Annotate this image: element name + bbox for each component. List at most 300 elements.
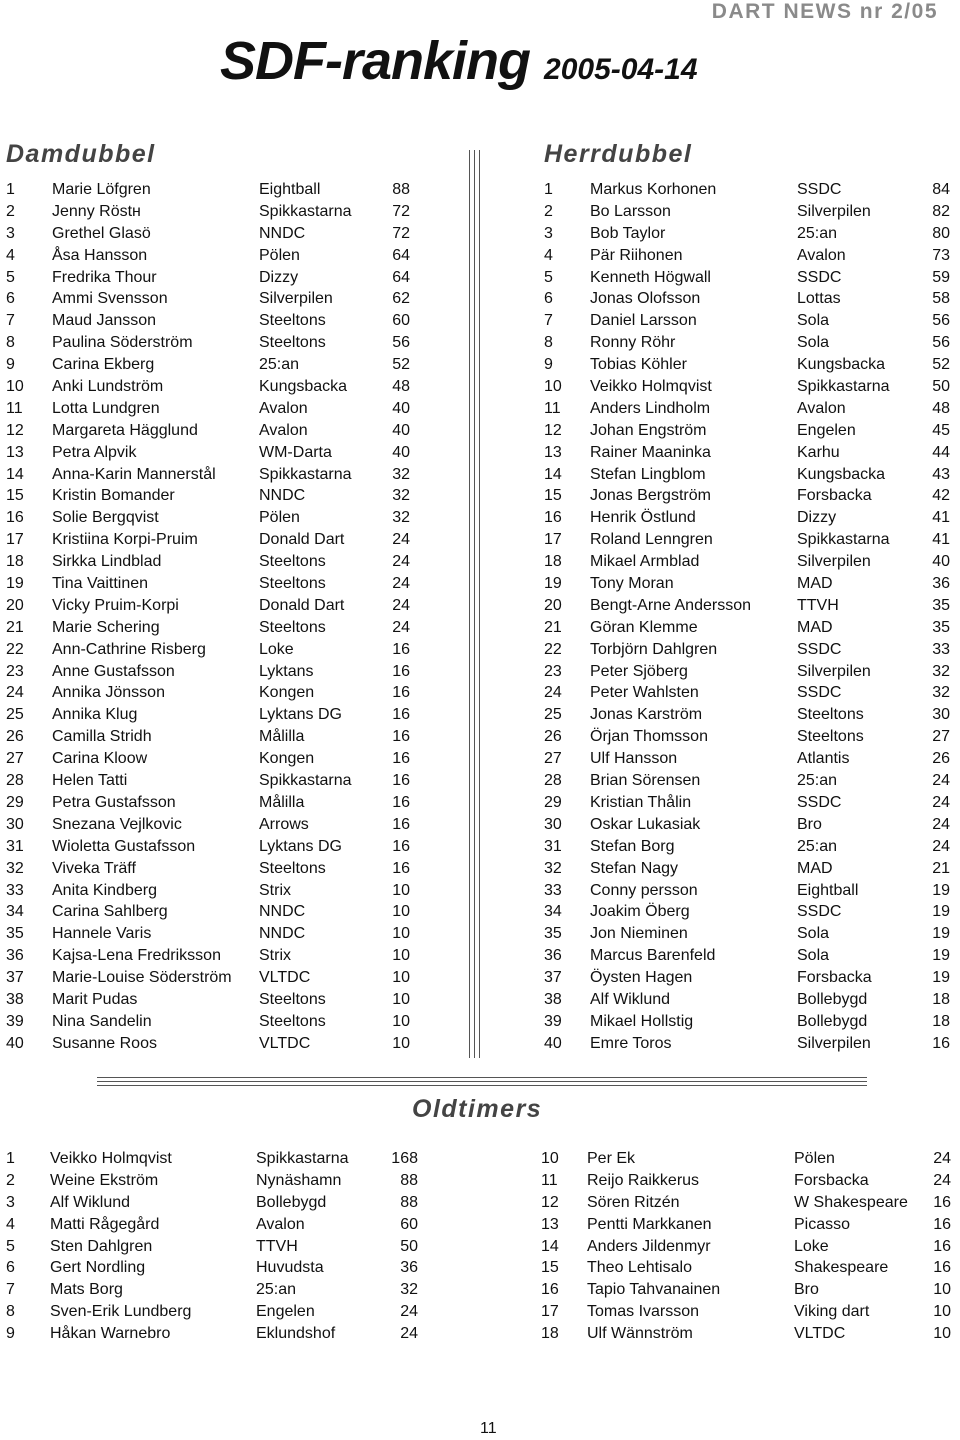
ranking-row (6, 858, 414, 880)
points-value: 64 (392, 246, 410, 264)
points-value: 26 (932, 750, 950, 768)
club-name: MAD (797, 618, 833, 636)
player-name: Marcus Barenfeld (590, 947, 716, 965)
points-value: 60 (400, 1215, 418, 1233)
rank-cell: 2 (544, 202, 553, 220)
rank-cell: 9 (544, 356, 553, 374)
ranking-row (6, 704, 414, 726)
player-name: Tina Vaittinen (52, 575, 149, 593)
club-name: Karhu (797, 443, 840, 461)
ranking-row (6, 989, 414, 1011)
club-name: 25:an (797, 224, 838, 242)
rank-cell: 36 (544, 947, 562, 965)
ranking-row (544, 1011, 952, 1033)
rank-cell: 29 (544, 793, 562, 811)
player-name: Jonas Olofsson (590, 290, 701, 308)
ranking-row (541, 1257, 953, 1279)
player-name: Camilla Stridh (52, 728, 152, 746)
club-name: Viking dart (794, 1303, 870, 1321)
club-name: NNDC (259, 903, 306, 921)
club-name: Atlantis (797, 750, 850, 768)
ranking-row (544, 442, 952, 464)
club-name: Silverpilen (259, 290, 333, 308)
rank-cell: 1 (6, 181, 15, 198)
club-name: SSDC (797, 268, 842, 286)
points-value: 45 (932, 421, 950, 439)
player-name: Marie Löfgren (52, 181, 151, 198)
player-name: Pentti Markkanen (587, 1215, 712, 1233)
player-name: Conny persson (590, 881, 698, 899)
ranking-row (544, 836, 952, 858)
ranking-row (544, 901, 952, 923)
rank-cell: 9 (6, 356, 15, 374)
club-name: Sola (797, 925, 830, 943)
rank-cell: 14 (6, 465, 24, 483)
club-name: Spikkastarna (259, 772, 352, 790)
rank-cell: 9 (6, 1325, 15, 1343)
club-name: WM-Darta (259, 443, 332, 461)
player-name: Joakim Öberg (590, 903, 690, 921)
ranking-row (544, 770, 952, 792)
points-value: 16 (932, 1034, 950, 1052)
club-name: Bro (797, 815, 822, 833)
ranking-row (544, 179, 952, 201)
rank-cell: 13 (6, 443, 24, 461)
rank-cell: 32 (6, 859, 24, 877)
rank-cell: 28 (544, 772, 562, 790)
points-value: 60 (392, 312, 410, 330)
player-name: Mikael Armblad (590, 553, 700, 571)
club-name: Avalon (259, 421, 308, 439)
ranking-row (544, 682, 952, 704)
player-name: Henrik Östlund (590, 509, 696, 527)
ranking-row (544, 923, 952, 945)
player-name: Stefan Lingblom (590, 465, 706, 483)
rank-cell: 28 (6, 772, 24, 790)
club-name: Bollebygd (797, 990, 868, 1008)
rank-cell: 17 (544, 531, 562, 549)
player-name: Carina Sahlberg (52, 903, 168, 921)
rank-cell: 15 (541, 1259, 559, 1277)
rank-cell: 2 (6, 1171, 15, 1189)
ranking-row (6, 354, 414, 376)
points-value: 16 (392, 793, 410, 811)
rank-cell: 6 (6, 290, 15, 308)
points-value: 88 (400, 1193, 418, 1211)
player-name: Kristian Thålin (590, 793, 692, 811)
points-value: 56 (392, 334, 410, 352)
points-value: 30 (932, 706, 950, 724)
column-divider (474, 150, 475, 1058)
club-name: Eightball (259, 181, 321, 198)
rank-cell: 23 (6, 662, 24, 680)
player-name: Anne Gustafsson (52, 662, 175, 680)
player-name: Anna-Karin Mannerstål (52, 465, 216, 483)
ranking-row (544, 989, 952, 1011)
points-value: 40 (392, 443, 410, 461)
player-name: Fredrika Thour (52, 268, 157, 286)
club-name: Steeltons (259, 859, 326, 877)
rank-cell: 40 (6, 1034, 24, 1052)
section-divider (97, 1081, 867, 1082)
rank-cell: 40 (544, 1034, 562, 1052)
player-name: Anita Kindberg (52, 881, 157, 899)
points-value: 24 (932, 815, 950, 833)
points-value: 43 (932, 465, 950, 483)
points-value: 16 (392, 728, 410, 746)
ranking-row (544, 1033, 952, 1055)
ranking-row (6, 945, 414, 967)
points-value: 10 (392, 925, 410, 943)
rank-cell: 17 (6, 531, 24, 549)
points-value: 19 (932, 925, 950, 943)
section-divider (97, 1077, 867, 1078)
ranking-row (6, 485, 414, 507)
rank-cell: 27 (544, 750, 562, 768)
club-name: Steeltons (797, 728, 864, 746)
points-value: 16 (392, 772, 410, 790)
player-name: Håkan Warnebro (50, 1325, 171, 1343)
player-name: Mats Borg (50, 1281, 123, 1299)
points-value: 21 (932, 859, 950, 877)
points-value: 41 (932, 509, 950, 527)
points-value: 42 (932, 487, 950, 505)
rank-cell: 10 (541, 1150, 559, 1167)
rank-cell: 39 (544, 1012, 562, 1030)
rank-cell: 21 (544, 618, 562, 636)
points-value: 10 (933, 1325, 951, 1343)
club-name: Eklundshof (256, 1325, 336, 1343)
club-name: Loke (794, 1237, 829, 1255)
ranking-row (6, 332, 414, 354)
club-name: Eightball (797, 881, 859, 899)
player-name: Viveka Träff (52, 859, 136, 877)
rank-cell: 31 (6, 837, 24, 855)
rank-cell: 26 (6, 728, 24, 746)
rank-cell: 1 (6, 1150, 15, 1167)
ranking-row (6, 814, 414, 836)
player-name: Anders Lindholm (590, 399, 711, 417)
ranking-row (6, 179, 414, 201)
player-name: Stefan Nagy (590, 859, 679, 877)
club-name: Silverpilen (797, 202, 871, 220)
club-name: Målilla (259, 793, 305, 811)
club-name: Forsbacka (797, 969, 872, 987)
section-divider (97, 1085, 867, 1086)
rank-cell: 25 (6, 706, 24, 724)
ranking-row (6, 310, 414, 332)
rank-cell: 30 (544, 815, 562, 833)
ranking-row (544, 485, 952, 507)
player-name: Pär Riihonen (590, 246, 683, 264)
newsletter-header: DART NEWS nr 2/05 (711, 0, 938, 23)
rank-cell: 37 (544, 969, 562, 987)
points-value: 16 (392, 859, 410, 877)
player-name: Markus Korhonen (590, 181, 717, 198)
rank-cell: 35 (544, 925, 562, 943)
club-name: VLTDC (259, 1034, 311, 1052)
points-value: 24 (392, 531, 410, 549)
player-name: Jonas Bergström (590, 487, 711, 505)
points-value: 48 (932, 399, 950, 417)
points-value: 24 (933, 1150, 951, 1167)
club-name: TTVH (256, 1237, 298, 1255)
ranking-row (6, 836, 414, 858)
rank-cell: 22 (544, 640, 562, 658)
club-name: Steeltons (259, 618, 326, 636)
points-value: 50 (932, 378, 950, 396)
points-value: 16 (933, 1237, 951, 1255)
player-name: Marit Pudas (52, 990, 138, 1008)
points-value: 24 (392, 618, 410, 636)
club-name: Spikkastarna (256, 1150, 349, 1167)
player-name: Marie-Louise Söderström (52, 969, 232, 987)
ranking-date: 2005-04-14 (544, 53, 698, 86)
points-value: 88 (392, 181, 410, 198)
ranking-row (6, 267, 414, 289)
points-value: 24 (400, 1303, 418, 1321)
player-name: Petra Alpvik (52, 443, 137, 461)
club-name: SSDC (797, 640, 842, 658)
points-value: 19 (932, 903, 950, 921)
rank-cell: 10 (6, 378, 24, 396)
rank-cell: 7 (544, 312, 553, 330)
player-name: Örjan Thomsson (590, 728, 708, 746)
points-value: 16 (392, 684, 410, 702)
rank-cell: 33 (6, 881, 24, 899)
ranking-row (544, 880, 952, 902)
ranking-row (541, 1148, 953, 1170)
points-value: 10 (392, 947, 410, 965)
club-name: Strix (259, 881, 291, 899)
club-name: Spikkastarna (797, 531, 890, 549)
points-value: 24 (932, 837, 950, 855)
club-name: Loke (259, 640, 294, 658)
points-value: 10 (933, 1303, 951, 1321)
club-name: W Shakespeare (794, 1193, 908, 1211)
player-name: Stefan Borg (590, 837, 675, 855)
points-value: 58 (932, 290, 950, 308)
points-value: 84 (932, 181, 950, 198)
points-value: 32 (932, 662, 950, 680)
club-name: Pölen (259, 509, 300, 527)
player-name: Johan Engström (590, 421, 707, 439)
rank-cell: 2 (6, 202, 15, 220)
player-name: Wioletta Gustafsson (52, 837, 196, 855)
ranking-row (544, 507, 952, 529)
club-name: Avalon (259, 399, 308, 417)
ranking-row (6, 529, 414, 551)
rank-cell: 5 (6, 268, 15, 286)
ranking-row (6, 551, 414, 573)
rank-cell: 8 (6, 1303, 15, 1321)
points-value: 33 (932, 640, 950, 658)
ranking-row (6, 1279, 420, 1301)
rank-cell: 15 (544, 487, 562, 505)
ranking-row (6, 770, 414, 792)
ranking-row (544, 464, 952, 486)
rank-cell: 7 (6, 312, 15, 330)
club-name: Sola (797, 947, 830, 965)
ranking-row (541, 1301, 953, 1323)
rank-cell: 31 (544, 837, 562, 855)
player-name: Matti Rågegård (50, 1215, 160, 1233)
points-value: 48 (392, 378, 410, 396)
club-name: Steeltons (797, 706, 864, 724)
player-name: Kristin Bomander (52, 487, 175, 505)
rank-cell: 30 (6, 815, 24, 833)
points-value: 40 (392, 399, 410, 417)
club-name: Dizzy (797, 509, 837, 527)
rank-cell: 33 (544, 881, 562, 899)
page-number: 11 (480, 1420, 497, 1437)
player-name: Oskar Lukasiak (590, 815, 701, 833)
rank-cell: 34 (544, 903, 562, 921)
herrdubbel-title: Herrdubbel (544, 140, 693, 168)
points-value: 40 (392, 421, 410, 439)
club-name: Engelen (797, 421, 856, 439)
rank-cell: 19 (544, 575, 562, 593)
club-name: Bro (794, 1281, 819, 1299)
player-name: Anki Lundström (52, 378, 164, 396)
player-name: Ammi Svensson (52, 290, 168, 308)
points-value: 41 (932, 531, 950, 549)
rank-cell: 4 (6, 246, 15, 264)
player-name: Nina Sandelin (52, 1012, 152, 1030)
club-name: Forsbacka (797, 487, 872, 505)
points-value: 19 (932, 947, 950, 965)
player-name: Tapio Tahvanainen (587, 1281, 721, 1299)
points-value: 24 (392, 575, 410, 593)
rank-cell: 5 (6, 1237, 15, 1255)
ranking-row (544, 223, 952, 245)
ranking-row (6, 682, 414, 704)
ranking-row (544, 573, 952, 595)
rank-cell: 32 (544, 859, 562, 877)
rank-cell: 20 (6, 596, 24, 614)
rank-cell: 27 (6, 750, 24, 768)
player-name: Kristiina Korpi-Pruim (52, 531, 198, 549)
ranking-row (6, 201, 414, 223)
ranking-row (6, 792, 414, 814)
points-value: 52 (392, 356, 410, 374)
points-value: 50 (400, 1237, 418, 1255)
rank-cell: 39 (6, 1012, 24, 1030)
rank-cell: 23 (544, 662, 562, 680)
player-name: Tony Moran (590, 575, 674, 593)
points-value: 36 (932, 575, 950, 593)
rank-cell: 26 (544, 728, 562, 746)
player-name: Snezana Vejlkovic (52, 815, 182, 833)
player-name: Jon Nieminen (590, 925, 688, 943)
points-value: 24 (932, 772, 950, 790)
ranking-row (6, 223, 414, 245)
player-name: Rainer Maaninka (590, 443, 711, 461)
club-name: Pölen (794, 1150, 835, 1167)
player-name: Petra Gustafsson (52, 793, 176, 811)
club-name: NNDC (259, 925, 306, 943)
points-value: 19 (932, 969, 950, 987)
club-name: Lottas (797, 290, 841, 308)
club-name: Kungsbacka (797, 465, 886, 483)
column-divider (479, 150, 480, 1058)
rank-cell: 12 (6, 421, 24, 439)
player-name: Peter Sjöberg (590, 662, 688, 680)
club-name: Sola (797, 334, 830, 352)
ranking-row (544, 595, 952, 617)
ranking-row (544, 310, 952, 332)
ranking-row (6, 595, 414, 617)
points-value: 24 (400, 1325, 418, 1343)
points-value: 35 (932, 618, 950, 636)
rank-cell: 4 (6, 1215, 15, 1233)
ranking-row (6, 726, 414, 748)
rank-cell: 29 (6, 793, 24, 811)
club-name: Bollebygd (256, 1193, 327, 1211)
club-name: Pölen (259, 246, 300, 264)
club-name: Dizzy (259, 268, 299, 286)
points-value: 35 (932, 596, 950, 614)
rank-cell: 15 (6, 487, 24, 505)
player-name: Roland Lenngren (590, 531, 713, 549)
player-name: Ronny Röhr (590, 334, 676, 352)
points-value: 32 (932, 684, 950, 702)
ranking-row (6, 464, 414, 486)
points-value: 18 (932, 1012, 950, 1030)
player-name: Hannele Varis (52, 925, 152, 943)
ranking-row (6, 1301, 420, 1323)
player-name: Helen Tatti (52, 772, 128, 790)
club-name: Spikkastarna (259, 465, 352, 483)
points-value: 40 (932, 553, 950, 571)
club-name: SSDC (797, 793, 842, 811)
player-name: Per Ek (587, 1150, 636, 1167)
player-name: Torbjörn Dahlgren (590, 640, 718, 658)
club-name: 25:an (797, 772, 838, 790)
ranking-row (6, 1257, 420, 1279)
ranking-row (6, 967, 414, 989)
points-value: 10 (392, 881, 410, 899)
player-name: Vicky Pruim-Korpi (52, 596, 179, 614)
ranking-row (541, 1192, 953, 1214)
club-name: Avalon (256, 1215, 305, 1233)
ranking-row (544, 529, 952, 551)
oldtimers-title: Oldtimers (412, 1095, 543, 1123)
rank-cell: 7 (6, 1281, 15, 1299)
club-name: Steeltons (259, 334, 326, 352)
points-value: 36 (400, 1259, 418, 1277)
player-name: Carina Kloow (52, 750, 148, 768)
ranking-row (6, 507, 414, 529)
rank-cell: 16 (6, 509, 24, 527)
points-value: 10 (933, 1281, 951, 1299)
player-name: Sirkka Lindblad (52, 553, 162, 571)
player-name: Margareta Hägglund (52, 421, 198, 439)
rank-cell: 38 (544, 990, 562, 1008)
club-name: Steeltons (259, 553, 326, 571)
column-divider (469, 150, 470, 1058)
club-name: SSDC (797, 181, 842, 198)
club-name: Steeltons (259, 990, 326, 1008)
points-value: 16 (933, 1259, 951, 1277)
points-value: 72 (392, 202, 410, 220)
rank-cell: 17 (541, 1303, 559, 1321)
club-name: VLTDC (259, 969, 311, 987)
points-value: 16 (933, 1193, 951, 1211)
points-value: 168 (391, 1150, 418, 1167)
points-value: 24 (932, 793, 950, 811)
club-name: Strix (259, 947, 291, 965)
